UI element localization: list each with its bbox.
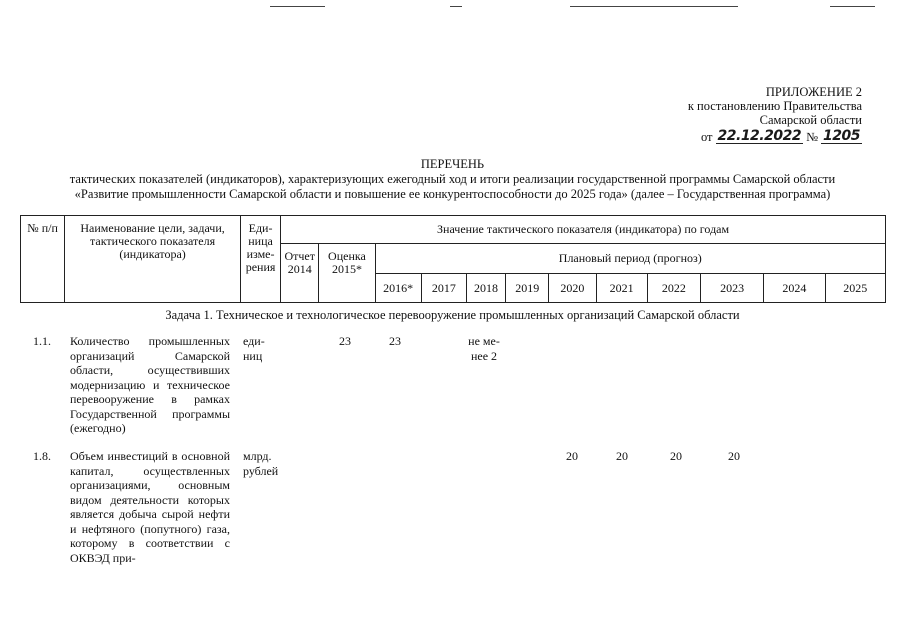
date-prefix: от [700, 130, 713, 144]
col-header-year: 2023 [700, 274, 763, 303]
appendix-block [600, 85, 862, 144]
col-header-year: 2021 [596, 274, 647, 303]
indicator-unit: млрд. рублей [243, 449, 279, 478]
col-header-year: 2024 [764, 274, 825, 303]
appendix-resolution: к постановлению Правительства [687, 99, 862, 113]
top-rule [270, 6, 325, 7]
top-rule [830, 6, 875, 7]
indicator-name: Объем инвестиций в основной капитал, осуществленных организациями, основным видом деятельности которых является добыча сырой нефти и нефтяного (попутного) газа, которому в соответствии с ОКВЭД при- [70, 449, 230, 565]
col-header-year: 2019 [506, 274, 549, 303]
col-header-values: Значение тактического показателя (индикатора) по годам [281, 216, 886, 244]
value-2020: 20 [566, 449, 578, 463]
title-line-2: «Развитие промышленности Самарской области и повышение ее конкурентоспособности до 2025 года» (далее – Государственная программа) [74, 187, 831, 201]
document-title [0, 157, 905, 202]
col-header-name: Наименование цели, задачи, тактического показателя (индикатора) [65, 216, 241, 303]
value-2014: 23 [339, 334, 351, 348]
value-2015: 23 [389, 334, 401, 348]
value-2021: 20 [616, 449, 628, 463]
top-rule [570, 6, 738, 7]
col-header-year: 2018 [466, 274, 505, 303]
indicator-unit: еди-ниц [243, 334, 265, 363]
col-header-year: 2025 [825, 274, 885, 303]
col-header-estimate-2015: Оценка 2015* [319, 244, 375, 303]
value-2023: 20 [728, 449, 740, 463]
number-prefix: № [806, 130, 819, 144]
appendix-date-line [600, 129, 862, 144]
col-header-plan-period: Плановый период (прогноз) [375, 244, 885, 274]
indicator-table-header [20, 215, 886, 303]
handwritten-number: 1205 [823, 128, 860, 144]
value-2018: не ме-нее 2 [468, 334, 500, 363]
appendix-region: Самарской области [759, 113, 862, 127]
appendix-title: ПРИЛОЖЕНИЕ 2 [765, 85, 862, 99]
row-number: 1.1. [33, 334, 51, 348]
col-header-year: 2022 [647, 274, 700, 303]
title-line-1: тактических показателей (индикаторов), характеризующих ежегодный ход и итоги реализации государственной программы Самарской области [69, 172, 836, 186]
value-2022: 20 [670, 449, 682, 463]
row-number: 1.8. [33, 449, 51, 463]
col-header-report-2014: Отчет 2014 [281, 244, 319, 303]
top-rule [450, 6, 462, 7]
indicator-name: Количество промышленных организаций Самарской области, осуществивших модернизацию и техническое перевооружение в рамках Государственной программы (ежегодно) [70, 334, 230, 435]
col-header-year: 2017 [421, 274, 466, 303]
col-header-year: 2016* [375, 274, 421, 303]
col-header-number: № п/п [21, 216, 65, 303]
col-header-unit: Еди-ница изме-рения [240, 216, 280, 303]
handwritten-date: 22.12.2022 [717, 128, 802, 144]
col-header-year: 2020 [549, 274, 596, 303]
title-heading: ПЕРЕЧЕНЬ [420, 157, 485, 171]
task-heading: Задача 1. Техническое и технологическое перевооружение промышленных организаций Самарской области [165, 308, 740, 322]
